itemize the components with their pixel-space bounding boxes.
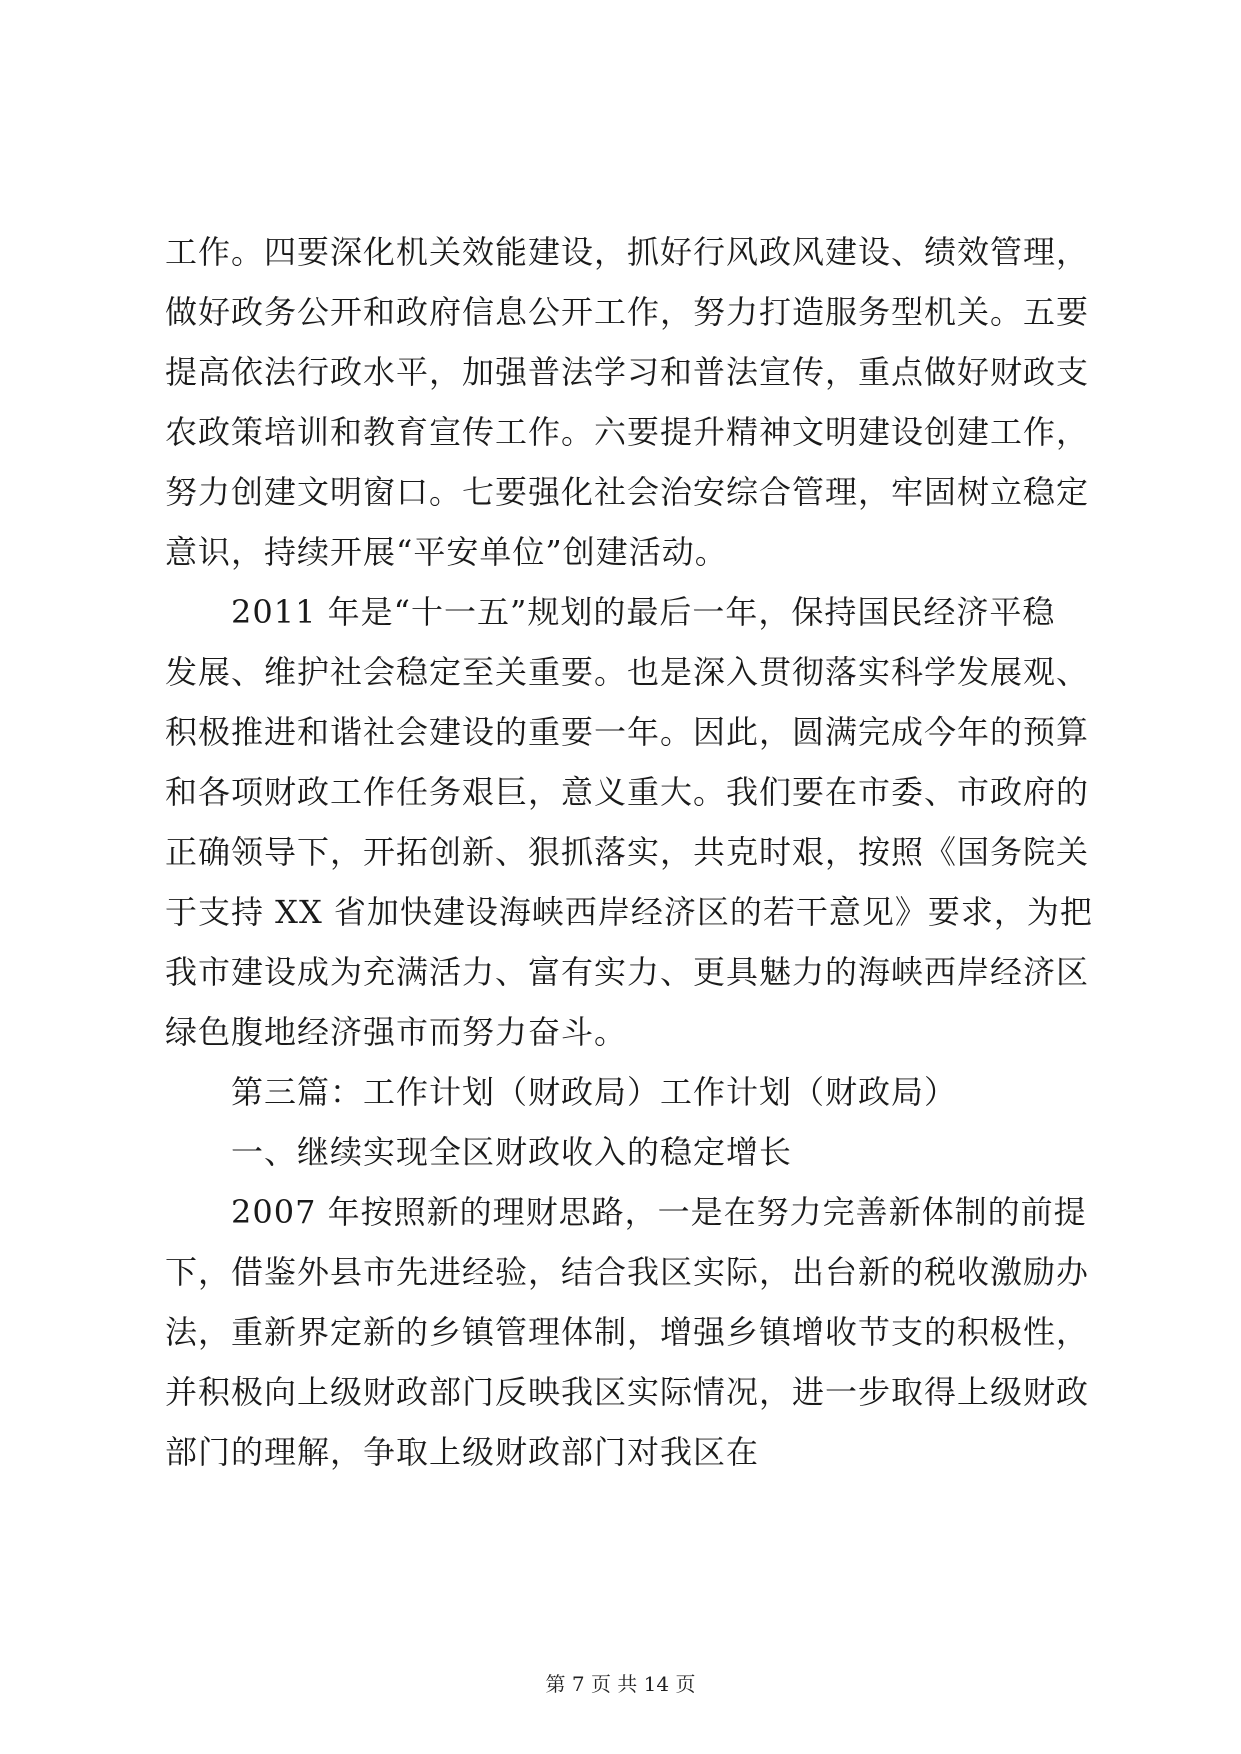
document-body xyxy=(165,222,1093,1482)
text-line-17: 2007 年按照新的理财思路，一是在努力完善新体制的前提 xyxy=(231,1193,1087,1231)
text-line-13: 我市建设成为充满活力、富有实力、更具魅力的海峡西岸经济区 xyxy=(165,953,1090,991)
text-line-2: 做好政务公开和政府信息公开工作，努力打造服务型机关。五要 xyxy=(165,293,1090,331)
text-line-3: 提高依法行政水平，加强普法学习和普法宣传，重点做好财政支 xyxy=(165,353,1090,391)
text-line-10: 和各项财政工作任务艰巨，意义重大。我们要在市委、市政府的 xyxy=(165,773,1090,811)
text-line-14: 绿色腹地经济强市而努力奋斗。 xyxy=(165,1013,628,1051)
text-line-18: 下，借鉴外县市先进经验，结合我区实际，出台新的税收激励办 xyxy=(165,1253,1090,1291)
text-line-12: 于支持 XX 省加快建设海峡西岸经济区的若干意见》要求，为把 xyxy=(165,893,1093,931)
text-line-11: 正确领导下，开拓创新、狠抓落实，共克时艰，按照《国务院关 xyxy=(165,833,1090,871)
text-line-20: 并积极向上级财政部门反映我区实际情况，进一步取得上级财政 xyxy=(165,1373,1090,1411)
text-line-9: 积极推进和谐社会建设的重要一年。因此，圆满完成今年的预算 xyxy=(165,713,1090,751)
page-footer: 第 7 页 共 14 页 xyxy=(545,1672,696,1696)
text-line-7: 2011 年是“十一五”规划的最后一年，保持国民经济平稳 xyxy=(231,593,1056,631)
text-line-5: 努力创建文明窗口。七要强化社会治安综合管理，牢固树立稳定 xyxy=(165,473,1090,511)
text-line-4: 农政策培训和教育宣传工作。六要提升精神文明建设创建工作， xyxy=(165,413,1090,451)
section-heading: 第三篇：工作计划（财政局）工作计划（财政局） xyxy=(231,1073,958,1111)
subsection-heading: 一、继续实现全区财政收入的稳定增长 xyxy=(231,1133,793,1171)
text-line-1: 工作。四要深化机关效能建设，抓好行风政风建设、绩效管理， xyxy=(165,233,1090,271)
text-line-6: 意识，持续开展“平安单位”创建活动。 xyxy=(165,533,728,571)
text-line-19: 法，重新界定新的乡镇管理体制，增强乡镇增收节支的积极性， xyxy=(165,1313,1090,1351)
text-line-8: 发展、维护社会稳定至关重要。也是深入贯彻落实科学发展观、 xyxy=(165,653,1090,691)
text-line-21: 部门的理解，争取上级财政部门对我区在 xyxy=(165,1433,760,1471)
